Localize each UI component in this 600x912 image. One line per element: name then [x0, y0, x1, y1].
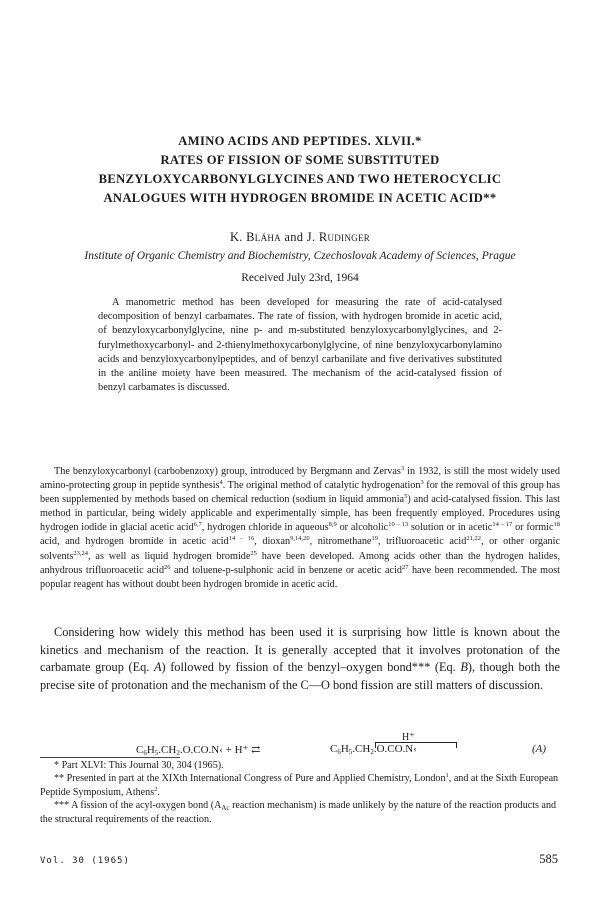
discussion-segment: ) followed by fission of the benzyl–oxygen bond*** (Eq. — [161, 660, 461, 675]
abstract-text: A manometric method has been developed for measuring the rate of acid-catalysed decomposition of benzyl carbamates. The rate of fission, with hydrogen bromide in acetic acid, of benzyloxycarbonylglycine, nine p- and m-substituted benzyloxycarbonylglycines, and 2-furylmethoxycarbonyl- and 2-thienylmethoxycarbonylglycine, of nine benzyloxycarbonylamino acids and benzyloxycarbonylpeptides, and of benzyl carbanilate and five derivatives substituted in the aniline moiety have been measured. The mechanism of the acid-catalysed fission of benzyl carbamates is discussed. — [98, 297, 502, 394]
footnote-1: * Part XLVI: This Journal 30, 304 (1965). — [54, 760, 224, 771]
equation-lhs — [136, 743, 260, 756]
eq-text: C — [330, 743, 338, 755]
footnote-rule — [40, 757, 180, 758]
equation-proton: H⁺ — [402, 732, 415, 743]
citation-ref: 6,7 — [193, 521, 202, 529]
equation-ref: B — [460, 660, 468, 675]
citation-ref: 1 — [445, 772, 449, 780]
citation-ref: 2 — [154, 785, 158, 793]
eq-sub: 6 — [143, 749, 147, 757]
intro-segment: . The original method of catalytic hydrogenation — [222, 480, 421, 492]
equation-ref: A — [153, 660, 162, 675]
eq-sub: 5 — [154, 749, 159, 757]
author-2-initial: J. — [306, 230, 319, 244]
footnote-2 — [40, 772, 560, 799]
footnote-segment: ** Presented in part at the XIXth International Congress of Pure and Applied Chemistry, London — [54, 773, 446, 785]
equation-rhs — [330, 743, 417, 755]
eq-text: .CH — [352, 743, 371, 755]
citation-ref: 10 – 13 — [388, 521, 409, 529]
intro-segment: have been recommended. The most popular reagent has without doubt been hydrogen bromide in acetic acid. — [40, 564, 560, 590]
discussion-segment: Considering how widely this method has been used it is surprising how little is known about the kinetics and mechanism of the reaction. It is generally accepted that it involves protonation of the carbamate group (Eq. — [40, 625, 560, 675]
eq-sub: 5 — [348, 748, 353, 756]
author-2-name: Rudinger — [318, 230, 371, 244]
discussion-text — [40, 624, 560, 694]
author-1-initial: K. — [229, 230, 247, 244]
intro-segment: have been developed. Among acids other than the hydrogen halides, anhydrous trifluoroacetic acid — [40, 550, 560, 576]
citation-ref: 27 — [401, 563, 409, 571]
intro-segment: or alcoholic — [336, 522, 389, 534]
intro-segment: , or other organic solvents — [40, 536, 560, 562]
footnote-segment: *** A fission of the acyl-oxygen bond (A — [54, 800, 222, 812]
title-line-1: AMINO ACIDS AND PEPTIDES. XLVII.* — [178, 134, 422, 148]
journal-volume: Vol. 30 (1965) — [40, 856, 130, 866]
eq-text: H — [340, 743, 349, 755]
received-date: Received July 23rd, 1964 — [241, 272, 359, 284]
article-title — [40, 132, 560, 208]
citation-ref: 19 — [371, 535, 378, 543]
intro-segment: , hydrogen chloride in aqueous — [201, 522, 329, 534]
discussion-segment: ), though both the precise site of protonation and the mechanism of the C—O bond fission are still matters of discussion. — [40, 660, 560, 692]
intro-text — [40, 465, 560, 592]
citation-ref: 18 — [553, 521, 561, 529]
intro-segment: for the removal of this group has been supplemented by methods based on chemical reduction (sodium in liquid ammonia — [40, 480, 561, 506]
citation-ref: 14 – 16 — [228, 535, 255, 543]
title-line-2: RATES OF FISSION OF SOME SUBSTITUTED — [160, 153, 440, 167]
title-line-3: BENZYLOXYCARBONYLGLYCINES AND TWO HETEROCYCLIC — [98, 172, 502, 186]
footnote-segment: . — [157, 786, 160, 798]
intro-segment: , trifluoroacetic acid — [377, 536, 467, 548]
page-footer — [40, 852, 560, 872]
citation-ref: 4 — [219, 479, 223, 487]
citation-ref: 3 — [420, 479, 424, 487]
eq-sub: 6 — [337, 748, 341, 756]
footnote-3 — [40, 799, 560, 826]
citation-ref: 5 — [404, 493, 408, 501]
abstract — [98, 296, 502, 395]
intro-segment: The benzyloxycarbonyl (carbobenzoxy) group, introduced by Bergmann and Zervas — [54, 466, 401, 477]
citation-ref: 25 — [250, 549, 257, 557]
eq-text: .O.CO.N‹ + H⁺ ⇄ — [179, 744, 261, 756]
footnotes — [40, 759, 560, 826]
eq-sub: 2 — [176, 749, 180, 757]
citation-ref: 23,24 — [73, 549, 89, 557]
citation-ref: 9,14,20 — [290, 535, 310, 543]
equation-label: (A) — [531, 743, 546, 755]
institute: Institute of Organic Chemistry and Biochemistry, Czechoslovak Academy of Sciences, Prague — [84, 250, 516, 262]
intro-segment: in 1932, is still the most widely used amino-protecting group in peptide synthesis — [40, 466, 560, 492]
title-line-4: ANALOGUES WITH HYDROGEN BROMIDE IN ACETIC ACID** — [103, 191, 497, 205]
intro-segment: , nitromethane — [309, 536, 372, 548]
eq-text: .O.CO.N‹ — [373, 743, 417, 755]
page-number: 585 — [539, 852, 558, 866]
intro-segment: solution or in acetic — [408, 522, 493, 534]
footnote-subscript: Ac — [221, 804, 230, 813]
intro-segment: acid, and hydrogen bromide in acetic acid — [40, 536, 229, 548]
intro-paragraph — [40, 465, 560, 592]
equation-a — [40, 732, 560, 760]
intro-segment: , dioxan — [254, 536, 291, 548]
eq-text: C — [136, 744, 144, 756]
eq-text: H — [146, 744, 155, 756]
footnote-segment: reaction mechanism) is made unlikely by the nature of the reaction products and the structural requirements of the reaction. — [40, 800, 557, 825]
eq-text: .CH — [158, 744, 177, 756]
citation-ref: 3 — [400, 465, 405, 472]
intro-segment: , as well as liquid hydrogen bromide — [88, 550, 251, 562]
intro-segment: or formic — [512, 522, 554, 534]
author-1-name: Bláha — [246, 230, 281, 244]
intro-segment: and toluene-p-sulphonic acid in benzene or acetic acid — [170, 564, 402, 576]
citation-ref: 21,22 — [466, 535, 481, 543]
citation-ref: 26 — [164, 563, 171, 571]
eq-sub: 2 — [370, 748, 374, 756]
intro-segment: ) and acid-catalysed fission. This last method in particular, being widely applicable and experimentally simple, has been frequently employed. Procedures using hydrogen iodide in glacial acetic acid — [40, 494, 560, 534]
authors-and: and — [280, 230, 307, 244]
citation-ref: 14 – 17 — [492, 521, 513, 529]
footnote-segment: , and at the Sixth European Peptide Symposium, Athens — [40, 773, 559, 798]
authors — [40, 230, 560, 245]
citation-ref: 8,9 — [328, 521, 337, 529]
discussion-paragraph — [40, 624, 560, 694]
